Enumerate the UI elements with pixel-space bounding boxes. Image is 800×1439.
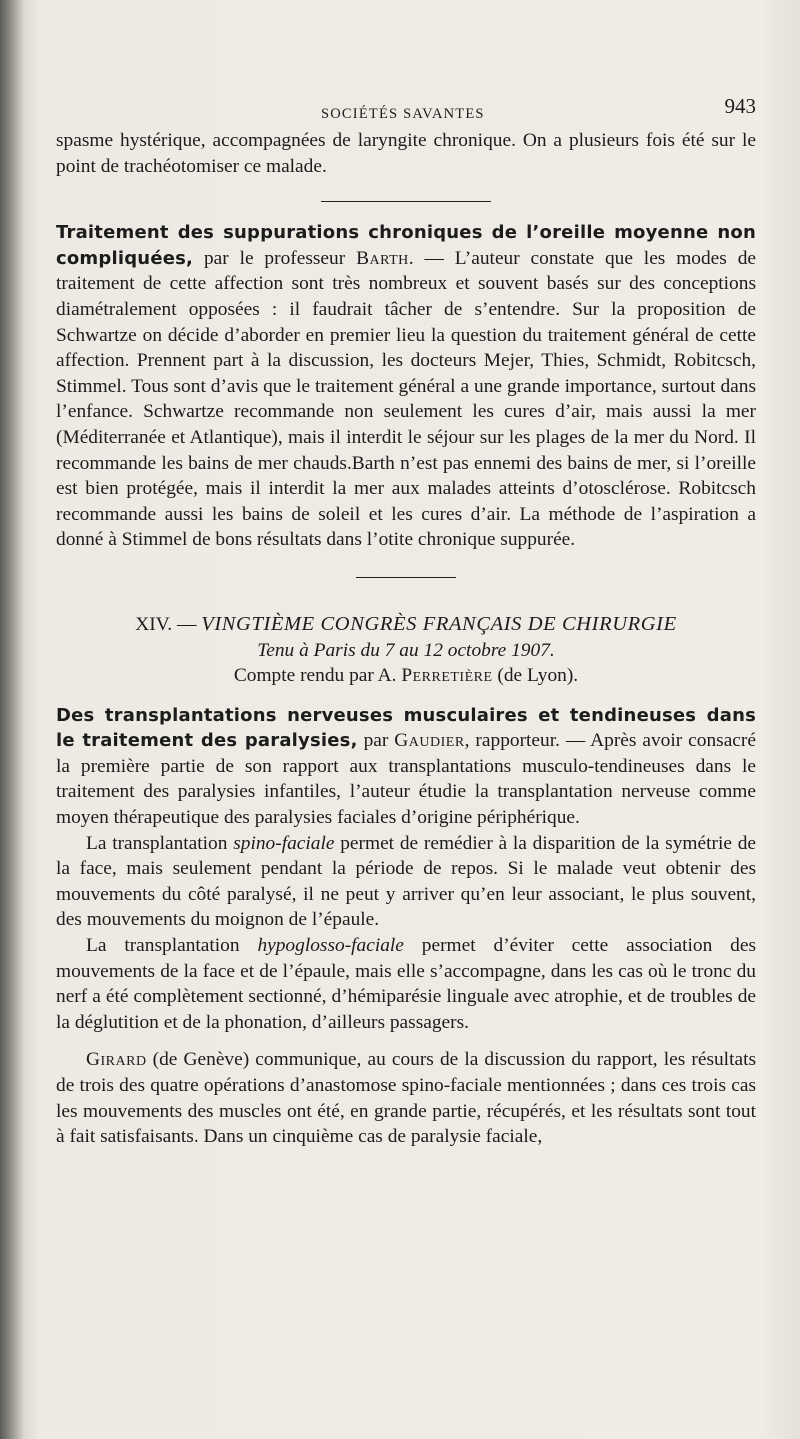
italic-term: hypoglosso-faciale: [257, 935, 404, 957]
report-author: Perretière: [401, 665, 493, 687]
paragraph-text: permet de remédier à la disparition de la symétrie de la face, mais seulement pendant la période de repos. Si le malade veut obtenir des mouvements du côté paralysé, il ne peut y arriver qu’en leur associant, le plus souvent, des mouvements du moignon de l’épaule.: [56, 832, 757, 931]
page-number: 943: [724, 94, 756, 118]
article-title: Des transplantations nerveuses musculaires et tendineuses dans le traitement des paralysies,: [56, 704, 756, 752]
intro-paragraph: spasme hystérique, accompagnées de laryngite chronique. On a plusieurs fois été sur le point de trachéotomiser ce malade.: [56, 130, 756, 177]
paragraph-text: permet d’éviter cette association des mouvements de la face et de l’épaule, mais elle s’accompagne, dans les cas où le tronc du nerf a été complètement sectionné, d’hémiparésie linguale avec atrophie, et de troubles de la déglutition et de la phonation, d’ailleurs passagers.: [56, 935, 757, 1033]
report-suffix: (de Lyon).: [492, 665, 579, 687]
section-dash: —: [176, 613, 197, 635]
paragraph-text: La transplantation: [86, 935, 258, 957]
separator-rule: [356, 577, 456, 578]
section-number: XIV.: [135, 613, 173, 635]
paragraph-text: (de Genève) communique, au cours de la discussion du rapport, les résultats de trois des quatre opérations d’anastomose spino-faciale mentionnées ; dans ces trois cas les mouvements des muscles ont été, en grande partie, récupérés, et les résultats sont tout à fait satisfaisants. Dans un cinquième cas de paralysie faciale,: [56, 1049, 756, 1148]
italic-term: spino-faciale: [233, 832, 335, 854]
section-dates: Tenu à Paris du 7 au 12 octobre 1907.: [257, 639, 555, 661]
separator-rule: [321, 201, 491, 202]
article-barth: [56, 220, 756, 553]
article-title: Traitement des suppurations chroniques de l’oreille moyenne non compliquées,: [56, 222, 756, 269]
author-name: Gaudier: [394, 730, 465, 752]
section-heading: [56, 612, 756, 638]
author-name: Barth: [356, 247, 409, 269]
article-byline: par le professeur: [193, 247, 357, 269]
section-title: VINGTIÈME CONGRÈS FRANÇAIS DE CHIRURGIE: [201, 612, 677, 635]
section-report: [56, 663, 756, 689]
paragraph-spino-faciale: [56, 831, 756, 933]
page-header: [56, 92, 756, 128]
article-byline: par: [357, 730, 395, 752]
report-prefix: Compte rendu par A.: [233, 665, 402, 687]
article-body: . — L’auteur constate que les modes de traitement de cette affection sont très nombreux et souvent basés sur des conceptions diamétralement opposées : il faudrait tâcher de s’entendre. Sur la proposition de Schwartze on décide d’aborder en premier lieu la question du traitement général de cette affection. Prennent part à la discussion, les docteurs Mejer, Thies, Schmidt, Robitcsch, Stimmel. Tous sont d’avis que le traitement général a une grande importance, surtout dans l’enfance. Schwartze recommande non seulement les cures d’air, mais aussi la mer (Méditerranée et Atlantique), mais il interdit le séjour sur les plages de la mer du Nord. Il recommande les bains de mer chauds.Barth n’est pas ennemi des bains de mer, si l’oreille est bien protégée, mais il interdit la mer aux malades atteints d’otosclérose. Robitcsch recommande aussi les bains de soleil et les cures d’air. La méthode de l’aspiration a donné à Stimmel de bons résultats dans l’otite chronique suppurée.: [56, 247, 757, 551]
page-text: [56, 92, 756, 1150]
article-gaudier: [56, 703, 756, 831]
article-body: , rapporteur. — Après avoir consacré la première partie de son rapport aux transplantations musculo-tendineuses dans le traitement des paralysies infantiles, l’auteur étudie la transplantation nerveuse comme moyen thérapeutique des paralysies faciales d’origine périphérique.: [56, 730, 756, 829]
running-head: SOCIÉTÉS SAVANTES: [321, 106, 485, 122]
paragraph-hypoglosso-faciale: [56, 933, 756, 1035]
section-subtitle: [56, 638, 756, 664]
paragraph-girard: [56, 1047, 756, 1149]
paragraph-text: La transplantation: [86, 832, 234, 854]
author-name: Girard: [86, 1049, 147, 1071]
